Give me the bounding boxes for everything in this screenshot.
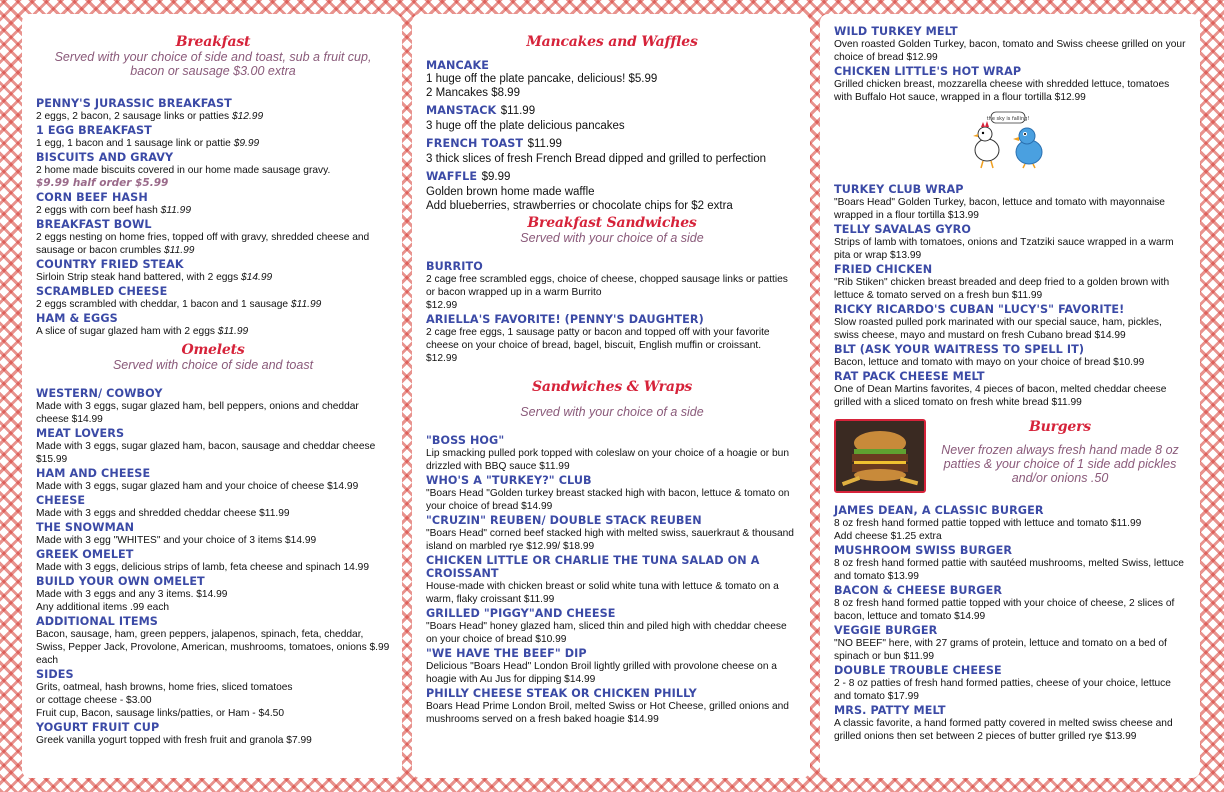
sandwiches-title: Sandwiches & Wraps bbox=[531, 379, 692, 395]
menu-item bbox=[426, 101, 798, 133]
item-desc: "Boars Head" Golden Turkey, bacon, lettuce and tomato with mayonnaise wrapped in a flour tortilla $13.99 bbox=[834, 197, 1165, 221]
item-desc: Oven roasted Golden Turkey, bacon, tomato and Swiss cheese grilled on your choice of bread $12.99 bbox=[834, 39, 1186, 63]
item-name: ARIELLA'S FAVORITE! (PENNY'S DAUGHTER) bbox=[426, 313, 704, 326]
item-desc: One of Dean Martins favorites, 4 pieces of bacon, melted cheddar cheese grilled with a sliced tomato on fresh white bread $11.99 bbox=[834, 384, 1167, 408]
item-name: BREAKFAST BOWL bbox=[36, 218, 152, 231]
menu-item bbox=[36, 521, 390, 547]
item-name: "WE HAVE THE BEEF" DIP bbox=[426, 647, 587, 660]
menu-item bbox=[834, 65, 1188, 104]
menu-item bbox=[834, 584, 1188, 623]
item-desc: Slow roasted pulled pork marinated with our special sauce, ham, pickles, swiss cheese, mayo and mustard on fresh Cubano bread $14.99 bbox=[834, 317, 1162, 341]
item-desc: 2 eggs with corn beef hash $11.99 bbox=[36, 205, 192, 216]
menu-item bbox=[36, 124, 390, 150]
item-name: MUSHROOM SWISS BURGER bbox=[834, 544, 1013, 557]
item-desc: A classic favorite, a hand formed patty covered in melted swiss cheese and grilled onions then set between 2 pieces of butter grilled rye $13.99 bbox=[834, 718, 1173, 742]
item-desc: 8 oz fresh hand formed pattie topped with your choice of cheese, 2 slices of bacon, lettuce and tomato $14.99 bbox=[834, 598, 1175, 622]
item-name: BLT (ASK YOUR WAITRESS TO SPELL IT) bbox=[834, 343, 1085, 356]
item-desc: 2 Mancakes $8.99 bbox=[426, 87, 520, 99]
menu-item bbox=[834, 624, 1188, 663]
burger-icon bbox=[836, 421, 924, 491]
item-desc: Made with 3 eggs, sugar glazed ham, bacon, sausage and cheddar cheese $15.99 bbox=[36, 441, 376, 465]
item-name: BURRITO bbox=[426, 260, 483, 273]
breakfast-subtitle: Served with your choice of side and toast, sub a fruit cup, bacon or sausage $3.00 extra bbox=[54, 50, 372, 78]
menu-item bbox=[834, 504, 1188, 543]
item-name-row bbox=[426, 134, 798, 152]
item-desc: Lip smacking pulled pork topped with coleslaw on your choice of a hoagie or bun drizzled with BBQ sauce $11.99 bbox=[426, 448, 790, 472]
item-desc: "Boars Head" corned beef stacked high with melted swiss, sauerkraut & thousand island on marbled rye $12.99/ $18.99 bbox=[426, 528, 794, 552]
item-desc: 2 cage free scrambled eggs, choice of cheese, chopped sausage links or patties or bacon wrapped up in a warm Burrito bbox=[426, 274, 788, 298]
menu-column-right bbox=[820, 14, 1200, 778]
item-desc: 8 oz fresh hand formed pattie topped with lettuce and tomato $11.99 bbox=[834, 518, 1142, 529]
menu-item bbox=[36, 494, 390, 520]
item-desc: Made with 3 eggs and any 3 items. $14.99 bbox=[36, 589, 228, 600]
item-name: TELLY SAVALAS GYRO bbox=[834, 223, 971, 236]
item-extra-price: $9.99 half order $5.99 bbox=[36, 177, 169, 189]
item-name: PHILLY CHEESE STEAK OR CHICKEN PHILLY bbox=[426, 687, 697, 700]
item-desc: Made with 3 eggs and shredded cheddar cheese $11.99 bbox=[36, 508, 290, 519]
omelets-header bbox=[36, 342, 390, 372]
item-name: MANSTACK bbox=[426, 104, 497, 117]
menu-item bbox=[834, 25, 1188, 64]
menu-item bbox=[426, 607, 798, 646]
menu-item bbox=[36, 218, 390, 257]
menu-item bbox=[426, 260, 798, 312]
menu-item bbox=[36, 151, 390, 190]
item-name: SIDES bbox=[36, 668, 74, 681]
item-desc: Add cheese $1.25 extra bbox=[834, 531, 942, 542]
item-name: 1 EGG BREAKFAST bbox=[36, 124, 152, 137]
item-price: $9.99 bbox=[481, 171, 511, 183]
burger-photo bbox=[834, 419, 926, 493]
item-name: PENNY'S JURASSIC BREAKFAST bbox=[36, 97, 232, 110]
item-desc: 2 eggs, 2 bacon, 2 sausage links or patties $12.99 bbox=[36, 111, 264, 122]
item-price: $11.99 bbox=[500, 105, 536, 117]
breakfast-sandwiches-title: Breakfast Sandwiches bbox=[527, 215, 697, 231]
item-name: RICKY RICARDO'S CUBAN "LUCY'S" FAVORITE! bbox=[834, 303, 1125, 316]
item-desc: Delicious "Boars Head" London Broil lightly grilled with provolone cheese on a hoagie with Au Jus for dipping $14.99 bbox=[426, 661, 777, 685]
item-name: HAM & EGGS bbox=[36, 312, 118, 325]
menu-item bbox=[36, 575, 390, 614]
menu-item bbox=[834, 664, 1188, 703]
menu-item bbox=[36, 721, 390, 747]
menu-item bbox=[834, 263, 1188, 302]
menu-item bbox=[36, 548, 390, 574]
item-name-row bbox=[426, 101, 798, 119]
item-desc: "Boars Head "Golden turkey breast stacked high with bacon, lettuce & tomato on your choice of bread $14.99 bbox=[426, 488, 790, 512]
menu-item bbox=[834, 704, 1188, 743]
menu-item bbox=[36, 387, 390, 426]
item-desc: 2 eggs nesting on home fries, topped off with gravy, shredded cheese and sausage or bacon crumbles $11.99 bbox=[36, 232, 370, 256]
menu-item bbox=[426, 687, 798, 726]
menu-item bbox=[426, 59, 798, 100]
item-desc: Made with 3 egg "WHITES" and your choice of 3 items $14.99 bbox=[36, 535, 317, 546]
menu-item bbox=[36, 427, 390, 466]
item-price: $11.99 bbox=[527, 138, 562, 150]
mancakes-title: Mancakes and Waffles bbox=[526, 34, 698, 50]
menu-item bbox=[426, 167, 798, 213]
item-name: VEGGIE BURGER bbox=[834, 624, 938, 637]
item-desc: 3 thick slices of fresh French Bread dipped and grilled to perfection bbox=[426, 153, 767, 165]
item-desc: 2 home made biscuits covered in our home made sausage gravy. bbox=[36, 165, 331, 176]
omelets-subtitle: Served with choice of side and toast bbox=[112, 358, 314, 372]
menu-item bbox=[36, 97, 390, 123]
item-desc: A slice of sugar glazed ham with 2 eggs $11.99 bbox=[36, 326, 249, 337]
item-desc: Made with 3 eggs, sugar glazed ham and your choice of cheese $14.99 bbox=[36, 481, 359, 492]
item-desc: $12.99 bbox=[426, 353, 458, 364]
menu-item bbox=[36, 191, 390, 217]
menu-item bbox=[834, 183, 1188, 222]
item-desc: Fruit cup, Bacon, sausage links/patties, or Ham - $4.50 bbox=[36, 708, 285, 719]
menu-item bbox=[834, 303, 1188, 342]
item-desc: Grits, oatmeal, hash browns, home fries, sliced tomatoes bbox=[36, 682, 293, 693]
item-name: WESTERN/ COWBOY bbox=[36, 387, 163, 400]
menu-item bbox=[426, 434, 798, 473]
item-name: CHEESE bbox=[36, 494, 86, 507]
item-desc: Boars Head Prime London Broil, melted Swiss or Hot Cheese, grilled onions and mushrooms served on a fresh baked hoagie $14.99 bbox=[426, 701, 789, 725]
menu-column-left bbox=[22, 14, 402, 778]
burgers-title: Burgers bbox=[1029, 419, 1091, 435]
menu-item bbox=[426, 134, 798, 166]
item-name: SCRAMBLED CHEESE bbox=[36, 285, 168, 298]
item-name: GRILLED "PIGGY"AND CHEESE bbox=[426, 607, 616, 620]
item-desc: Any additional items .99 each bbox=[36, 602, 170, 613]
item-desc: Made with 3 eggs, sugar glazed ham, bell peppers, onions and cheddar cheese $14.99 bbox=[36, 401, 359, 425]
item-name: CHICKEN LITTLE OR CHARLIE THE TUNA SALAD ON A CROISSANT bbox=[426, 554, 760, 580]
burgers-subtitle: Never frozen always fresh hand made 8 oz patties & your choice of 1 side add pickles and/or onions .50 bbox=[941, 443, 1179, 485]
item-desc: $12.99 bbox=[426, 300, 458, 311]
item-desc: 2 eggs scrambled with cheddar, 1 bacon and 1 sausage $11.99 bbox=[36, 299, 322, 310]
item-desc: Greek vanilla yogurt topped with fresh fruit and granola $7.99 bbox=[36, 735, 312, 746]
item-name: WILD TURKEY MELT bbox=[834, 25, 958, 38]
item-name: COUNTRY FRIED STEAK bbox=[36, 258, 184, 271]
menu-item bbox=[36, 668, 390, 720]
menu-column-middle bbox=[412, 14, 810, 778]
item-name-row bbox=[426, 167, 798, 185]
item-desc: Add blueberries, strawberries or chocolate chips for $2 extra bbox=[426, 200, 733, 212]
item-name: JAMES DEAN, A CLASSIC BURGER bbox=[834, 504, 1044, 517]
item-name: "BOSS HOG" bbox=[426, 434, 505, 447]
menu-item bbox=[426, 313, 798, 365]
item-desc: House-made with chicken breast or solid white tuna with lettuce & tomato on a warm, flaky croissant $11.99 bbox=[426, 581, 779, 605]
item-desc: Golden brown home made waffle bbox=[426, 186, 595, 198]
item-name: TURKEY CLUB WRAP bbox=[834, 183, 964, 196]
menu-item bbox=[426, 474, 798, 513]
item-name: BACON & CHEESE BURGER bbox=[834, 584, 1003, 597]
speech-bubble-text: the sky is falling! bbox=[986, 116, 1030, 122]
item-desc: 2 - 8 oz patties of fresh hand formed patties, cheese of your choice, lettuce and tomato $17.99 bbox=[834, 678, 1171, 702]
item-name: FRENCH TOAST bbox=[426, 137, 524, 150]
item-desc: "Rib Stiken" chicken breast breaded and deep fried to a golden brown with lettuce & tomato served on a fresh bun $11.99 bbox=[834, 277, 1170, 301]
chicken-little-illustration bbox=[963, 110, 1059, 170]
item-name: "CRUZIN" REUBEN/ DOUBLE STACK REUBEN bbox=[426, 514, 702, 527]
item-name: GREEK OMELET bbox=[36, 548, 134, 561]
mancakes-header bbox=[426, 34, 798, 50]
item-name: MANCAKE bbox=[426, 59, 490, 72]
omelets-title: Omelets bbox=[181, 342, 245, 358]
item-name: RAT PACK CHEESE MELT bbox=[834, 370, 985, 383]
breakfast-header bbox=[36, 34, 390, 78]
menu-item bbox=[36, 615, 390, 667]
burgers-heading bbox=[926, 419, 1188, 485]
item-desc: 1 egg, 1 bacon and 1 sausage link or pattie $9.99 bbox=[36, 138, 260, 149]
menu-item bbox=[36, 258, 390, 284]
item-desc: "Boars Head" honey glazed ham, sliced thin and piled high with cheddar cheese on your choice of bread $10.99 bbox=[426, 621, 787, 645]
item-name: BISCUITS AND GRAVY bbox=[36, 151, 174, 164]
item-desc: "NO BEEF" here, with 27 grams of protein, lettuce and tomato on a bed of spinach or bun $11.99 bbox=[834, 638, 1167, 662]
item-name: FRIED CHICKEN bbox=[834, 263, 933, 276]
menu-item bbox=[834, 223, 1188, 262]
item-name: BUILD YOUR OWN OMELET bbox=[36, 575, 205, 588]
item-name: THE SNOWMAN bbox=[36, 521, 135, 534]
item-name: CHICKEN LITTLE'S HOT WRAP bbox=[834, 65, 1022, 78]
item-name: CORN BEEF HASH bbox=[36, 191, 148, 204]
item-desc: 8 oz fresh hand formed pattie with sautéed mushrooms, melted Swiss, lettuce and tomato $13.99 bbox=[834, 558, 1184, 582]
item-desc: Grilled chicken breast, mozzarella cheese with shredded lettuce, tomatoes with Buffalo Hot sauce, wrapped in a flour tortilla $12.99 bbox=[834, 79, 1170, 103]
item-desc: Sirloin Strip steak hand battered, with 2 eggs $14.99 bbox=[36, 272, 273, 283]
item-desc: Bacon, sausage, ham, green peppers, jalapenos, spinach, feta, cheddar, Swiss, Pepper Jack, Provolone, American, mushrooms, tomatoes, onions $.99 each bbox=[36, 629, 390, 666]
item-name: DOUBLE TROUBLE CHEESE bbox=[834, 664, 1002, 677]
item-name: YOGURT FRUIT CUP bbox=[36, 721, 160, 734]
item-name: WHO'S A "TURKEY?" CLUB bbox=[426, 474, 592, 487]
burgers-header bbox=[834, 419, 1188, 493]
item-desc: 3 huge off the plate delicious pancakes bbox=[426, 120, 625, 132]
sandwiches-header bbox=[426, 379, 798, 419]
breakfast-title: Breakfast bbox=[175, 34, 251, 50]
item-desc: Bacon, lettuce and tomato with mayo on your choice of bread $10.99 bbox=[834, 357, 1145, 368]
menu-item bbox=[834, 370, 1188, 409]
item-desc: 2 cage free eggs, 1 sausage patty or bacon and topped off with your favorite cheese on your choice of bread, bagel, biscuit, English muffin or croissant. bbox=[426, 327, 770, 351]
item-desc: Made with 3 eggs, delicious strips of lamb, feta cheese and spinach 14.99 bbox=[36, 562, 369, 573]
item-name: MEAT LOVERS bbox=[36, 427, 125, 440]
item-name: ADDITIONAL ITEMS bbox=[36, 615, 158, 628]
item-desc: Strips of lamb with tomatoes, onions and Tzatziki sauce wrapped in a warm pita or wrap $13.99 bbox=[834, 237, 1174, 261]
menu-item bbox=[426, 554, 798, 606]
item-name: HAM AND CHEESE bbox=[36, 467, 151, 480]
item-name: MRS. PATTY MELT bbox=[834, 704, 946, 717]
item-desc: or cottage cheese - $3.00 bbox=[36, 695, 152, 706]
menu-item bbox=[36, 285, 390, 311]
menu-item bbox=[834, 544, 1188, 583]
breakfast-sandwiches-subtitle: Served with your choice of a side bbox=[520, 231, 704, 245]
item-desc: 1 huge off the plate pancake, delicious! $5.99 bbox=[426, 73, 658, 85]
menu-item bbox=[426, 647, 798, 686]
breakfast-sandwiches-header bbox=[426, 215, 798, 245]
item-name: WAFFLE bbox=[426, 170, 478, 183]
sandwiches-subtitle: Served with your choice of a side bbox=[520, 405, 704, 419]
menu-item bbox=[426, 514, 798, 553]
menu-item bbox=[834, 343, 1188, 369]
menu-item bbox=[36, 312, 390, 338]
menu-item bbox=[36, 467, 390, 493]
